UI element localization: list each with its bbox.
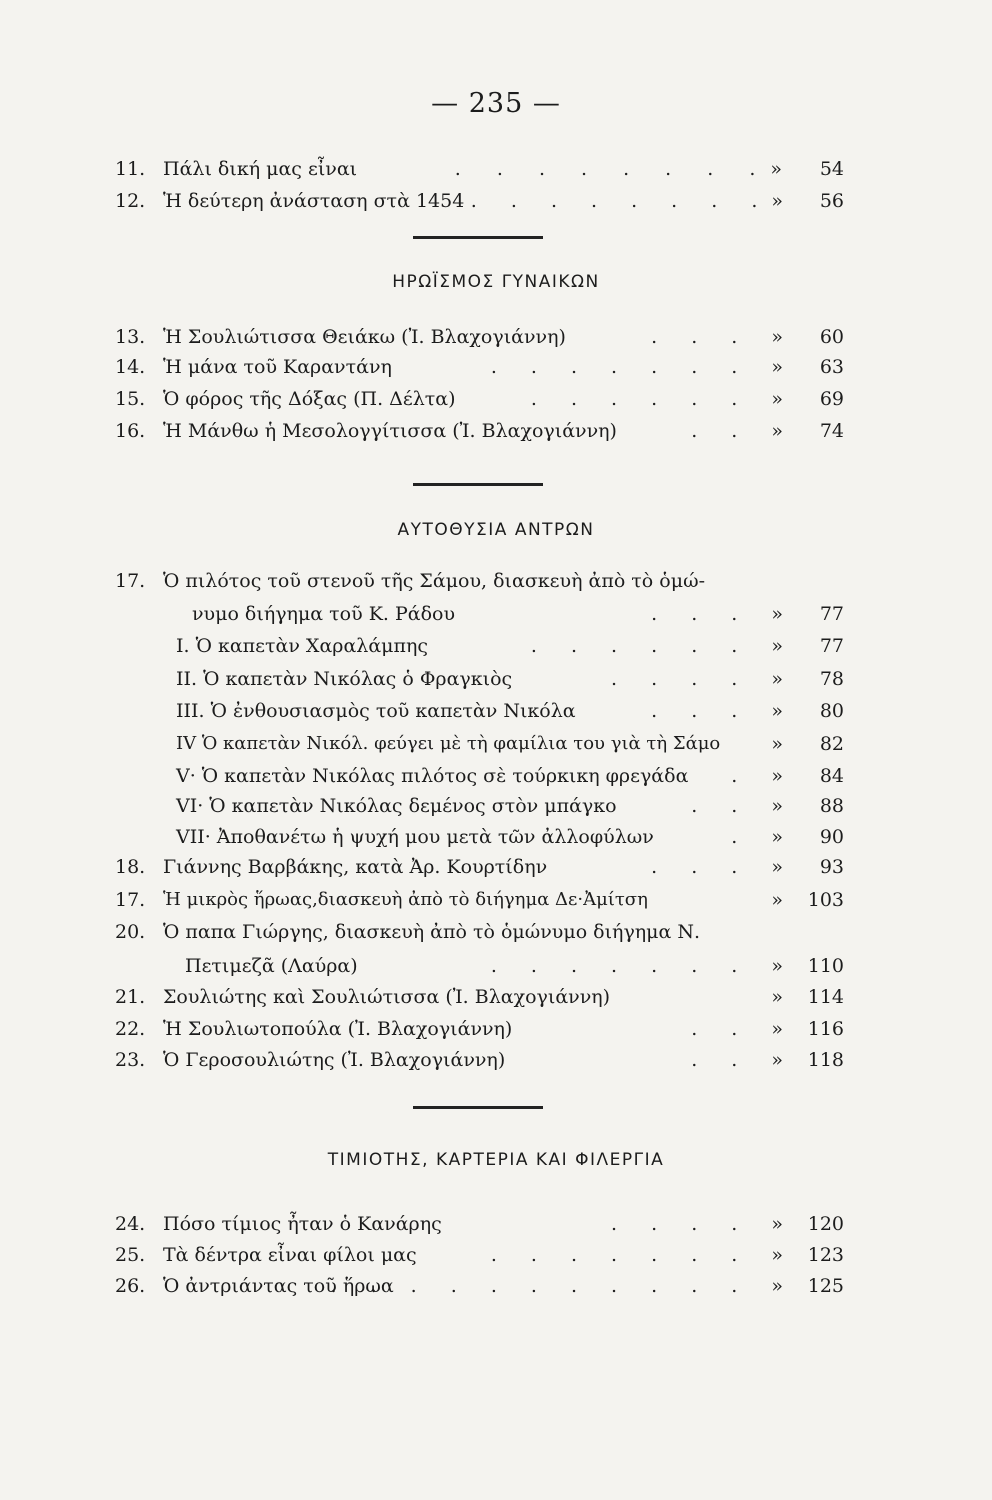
- entry-leader: »: [771, 733, 797, 755]
- entry-title: Ὁ παπα Γιώργης, διασκευὴ ἀπὸ τὸ ὁμώνυμο διήγημα Ν.: [163, 921, 701, 943]
- entry-title: Τὰ δέντρα εἶναι φίλοι μας: [163, 1244, 417, 1266]
- entry-title: Σουλιώτης καὶ Σουλιώτισσα (Ἰ. Βλαχογιάννη): [163, 986, 611, 1008]
- entry-page: 82: [819, 733, 844, 755]
- entry-page: 93: [819, 856, 844, 878]
- toc-subentry: [0, 795, 992, 825]
- entry-leader: . . . . . . »: [530, 388, 797, 410]
- entry-page: 80: [819, 700, 844, 722]
- entry-title: Πάλι δική μας εἶναι: [163, 158, 358, 180]
- toc-subentry: [0, 700, 992, 730]
- toc-entry: [0, 190, 992, 220]
- entry-leader: . . »: [691, 420, 797, 442]
- entry-number: 25.: [115, 1244, 146, 1266]
- entry-leader: . »: [731, 765, 797, 787]
- entry-title: Ὁ ἀντριάντας τοῦ ἥρωα: [163, 1275, 394, 1297]
- entry-title: Ὁ Γεροσουλιώτης (Ἰ. Βλαχογιάννη): [163, 1049, 506, 1071]
- entry-number: 20.: [115, 921, 146, 943]
- entry-number: 11.: [115, 158, 146, 180]
- entry-leader: . . . . . . . .»: [454, 158, 797, 180]
- section-divider: [413, 1106, 543, 1109]
- entry-number: 21.: [115, 986, 146, 1008]
- entry-leader: »: [771, 986, 797, 1008]
- entry-number: 23.: [115, 1049, 146, 1071]
- entry-leader: . . »: [691, 1049, 797, 1071]
- entry-title: Πετιμεζᾶ (Λαύρα): [185, 955, 358, 977]
- entry-page: 118: [807, 1049, 844, 1071]
- entry-page: 63: [819, 356, 844, 378]
- toc-entry: [0, 1049, 992, 1079]
- entry-title: νυμο διήγημα τοῦ Κ. Ράδου: [192, 603, 456, 625]
- entry-number: 22.: [115, 1018, 146, 1040]
- page-number: — 235 —: [431, 88, 561, 119]
- toc-entry: [0, 326, 992, 356]
- entry-title: VI· Ὁ καπετὰν Νικόλας δεμένος στὸν μπάγκο: [176, 795, 617, 817]
- entry-page: 56: [819, 190, 844, 212]
- entry-leader: . »: [731, 826, 797, 848]
- toc-entry: [0, 856, 992, 886]
- section-heading: ΑΥΤΟΘΥΣΙΑ ΑΝΤΡΩΝ: [397, 520, 595, 540]
- entry-page: 54: [819, 158, 844, 180]
- toc-subentry: [0, 668, 992, 698]
- entry-title: Πόσο τίμιος ἦταν ὁ Κανάρης: [163, 1213, 442, 1235]
- entry-page: 78: [819, 668, 844, 690]
- toc-subentry: [0, 635, 992, 665]
- entry-page: 114: [807, 986, 844, 1008]
- section-heading: ΤΙΜΙΟΤΗΣ, ΚΑΡΤΕΡΙΑ ΚΑΙ ΦΙΛΕΡΓΙΑ: [327, 1150, 665, 1170]
- entry-leader: . . . . . . . »: [490, 356, 797, 378]
- entry-number: 26.: [115, 1275, 146, 1297]
- entry-number: 18.: [115, 856, 146, 878]
- entry-title: Γιάννης Βαρβάκης, κατὰ Ἀρ. Κουρτίδην: [163, 856, 548, 878]
- entry-title: I. Ὁ καπετὰν Χαραλάμπης: [176, 635, 429, 657]
- entry-title: VII· Ἀποθανέτω ἡ ψυχή μου μετὰ τῶν ἀλλοφύλων: [176, 826, 654, 848]
- entry-page: 77: [819, 603, 844, 625]
- entry-title: Ἡ μικρὸς ἥρωας,διασκευὴ ἀπὸ τὸ διήγημα Δε·Ἀμίτση: [163, 889, 648, 910]
- section-divider: [413, 483, 543, 486]
- toc-entry: [0, 1018, 992, 1048]
- entry-number: 13.: [115, 326, 146, 348]
- entry-title: III. Ὁ ἐνθουσιασμὸς τοῦ καπετὰν Νικόλα: [176, 700, 576, 722]
- toc-subentry: [0, 826, 992, 856]
- entry-page: 103: [807, 889, 844, 911]
- entry-title: Ἡ Σουλιώτισσα Θειάκω (Ἰ. Βλαχογιάννη): [163, 326, 566, 348]
- entry-page: 116: [807, 1018, 844, 1040]
- toc-entry: [0, 889, 992, 919]
- entry-number: 16.: [115, 420, 146, 442]
- entry-number: 15.: [115, 388, 146, 410]
- toc-entry: [0, 420, 992, 450]
- entry-leader: . . . . . . . »: [490, 955, 797, 977]
- toc-entry: [0, 1275, 992, 1305]
- entry-leader: . . . »: [651, 603, 797, 625]
- toc-entry: [0, 986, 992, 1016]
- entry-title: Ἡ μάνα τοῦ Καραντάνη: [163, 356, 392, 378]
- section-heading: ΗΡΩΪΣΜΟΣ ΓΥΝΑΙΚΩΝ: [392, 272, 600, 292]
- toc-entry: [0, 158, 992, 188]
- entry-leader: . . . . . . . »: [490, 1244, 797, 1266]
- entry-leader: . . »: [691, 1018, 797, 1040]
- entry-leader: . . . . . . »: [530, 635, 797, 657]
- entry-number: 17.: [115, 889, 146, 911]
- toc-entry: [0, 356, 992, 386]
- entry-leader: »: [771, 889, 797, 911]
- entry-leader: . . . . »: [611, 668, 797, 690]
- toc-entry: [0, 1244, 992, 1274]
- entry-page: 60: [819, 326, 844, 348]
- entry-title: Ἡ Μάνθω ἡ Μεσολογγίτισσα (Ἰ. Βλαχογιάννη): [163, 420, 617, 442]
- entry-number: 17.: [115, 570, 146, 592]
- entry-leader: . . . »: [651, 326, 797, 348]
- toc-entry: [0, 921, 992, 951]
- toc-entry-continuation: [0, 603, 992, 633]
- entry-leader: . . . . »: [611, 1213, 797, 1235]
- entry-leader: . . . . . . . .»: [470, 190, 797, 212]
- entry-title: V· Ὁ καπετὰν Νικόλας πιλότος σὲ τούρκικη φρεγάδα: [176, 765, 689, 787]
- entry-leader: . . »: [691, 795, 797, 817]
- toc-entry: [0, 388, 992, 418]
- entry-page: 123: [807, 1244, 844, 1266]
- entry-title: Ἡ Σουλιωτοπούλα (Ἰ. Βλαχογιάννη): [163, 1018, 513, 1040]
- entry-title: Ὁ πιλότος τοῦ στενοῦ τῆς Σάμου, διασκευὴ ἀπὸ τὸ ὁμώ-: [163, 570, 705, 592]
- toc-entry: [0, 570, 992, 600]
- entry-page: 84: [819, 765, 844, 787]
- section-divider: [413, 236, 543, 239]
- entry-page: 77: [819, 635, 844, 657]
- entry-leader: . . . »: [651, 856, 797, 878]
- toc-entry: [0, 1213, 992, 1243]
- entry-page: 69: [819, 388, 844, 410]
- entry-number: 12.: [115, 190, 146, 212]
- entry-page: 74: [819, 420, 844, 442]
- entry-leader: . . . . . . . . . . . »: [330, 1275, 797, 1297]
- entry-leader: . . . »: [651, 700, 797, 722]
- toc-subentry: [0, 765, 992, 795]
- entry-page: 120: [807, 1213, 844, 1235]
- entry-number: 24.: [115, 1213, 146, 1235]
- entry-title: Ἡ δεύτερη ἀνάσταση στὰ 1454: [163, 190, 465, 212]
- entry-page: 110: [807, 955, 844, 977]
- entry-title: IV Ὁ καπετὰν Νικόλ. φεύγει μὲ τὴ φαμίλια του γιὰ τὴ Σάμο: [176, 733, 721, 754]
- entry-title: Ὁ φόρος τῆς Δόξας (Π. Δέλτα): [163, 388, 456, 410]
- entry-number: 14.: [115, 356, 146, 378]
- entry-title: II. Ὁ καπετὰν Νικόλας ὁ Φραγκιὸς: [176, 668, 513, 690]
- entry-page: 90: [819, 826, 844, 848]
- toc-entry-continuation: [0, 955, 992, 985]
- entry-page: 88: [819, 795, 844, 817]
- toc-subentry: [0, 733, 992, 763]
- entry-page: 125: [807, 1275, 844, 1297]
